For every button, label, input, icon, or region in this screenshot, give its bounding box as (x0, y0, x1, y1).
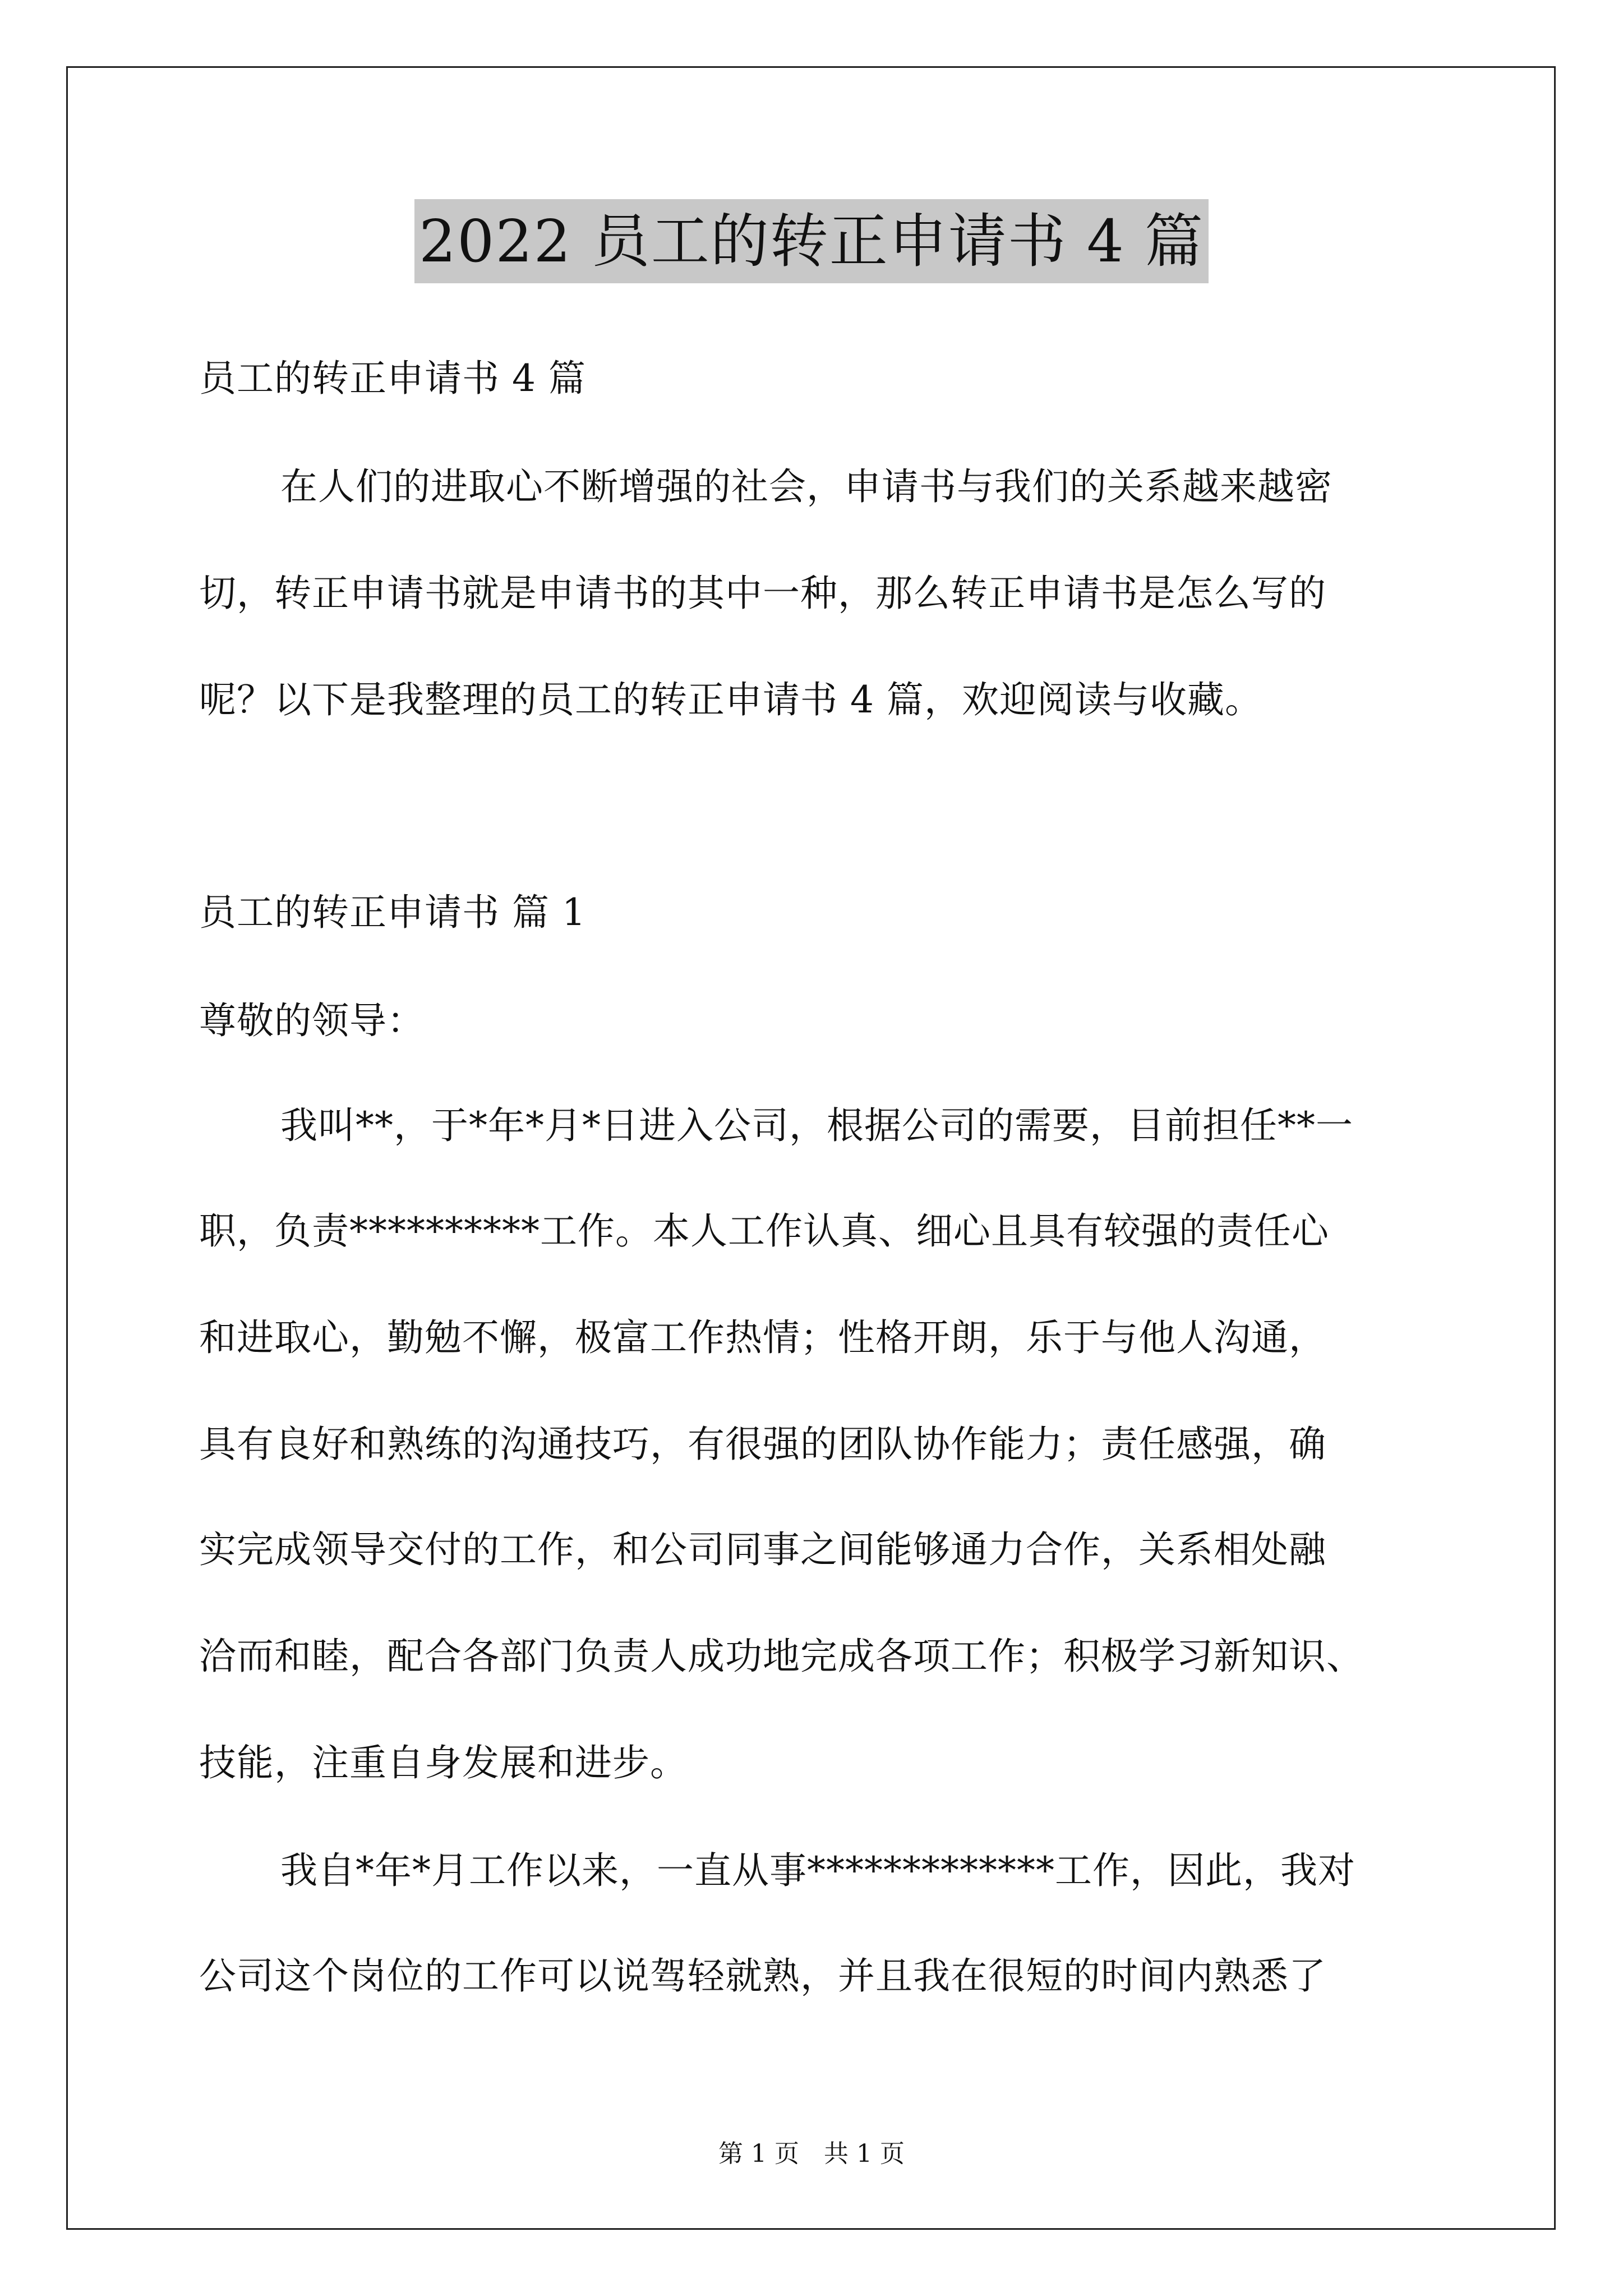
body-line: 我自*年*月工作以来，一直从事*************工作，因此，我对 (280, 1849, 1355, 1892)
intro-line: 在人们的进取心不断增强的社会，申请书与我们的关系越来越密 (280, 465, 1332, 508)
body-line: 具有良好和熟练的沟通技巧，有很强的团队协作能力；责任感强，确 (199, 1423, 1326, 1466)
body-line: 洽而和睦，配合各部门负责人成功地完成各项工作；积极学习新知识、 (199, 1635, 1364, 1678)
intro-line: 呢？以下是我整理的员工的转正申请书 4 篇，欢迎阅读与收藏。 (199, 678, 1262, 721)
title-container (0, 199, 1623, 283)
section-heading: 员工的转正申请书 篇 1 (199, 891, 586, 934)
salutation: 尊敬的领导： (199, 999, 425, 1042)
subtitle: 员工的转正申请书 4 篇 (199, 357, 586, 400)
body-line: 职，负责**********工作。本人工作认真、细心且具有较强的责任心 (199, 1209, 1329, 1253)
page-footer: 第 1 页 共 1 页 (718, 2139, 905, 2168)
body-line: 技能，注重自身发展和进步。 (199, 1741, 688, 1784)
body-line: 和进取心，勤勉不懈，极富工作热情；性格开朗，乐于与他人沟通， (199, 1316, 1326, 1359)
intro-line: 切，转正申请书就是申请书的其中一种，那么转正申请书是怎么写的 (199, 572, 1326, 615)
document-title: 2022 员工的转正申请书 4 篇 (414, 199, 1209, 283)
body-line: 公司这个岗位的工作可以说驾轻就熟，并且我在很短的时间内熟悉了 (199, 1954, 1326, 1998)
body-line: 我叫**，于*年*月*日进入公司，根据公司的需要，目前担任**一 (280, 1104, 1353, 1147)
body-line: 实完成领导交付的工作，和公司同事之间能够通力合作，关系相处融 (199, 1528, 1326, 1571)
